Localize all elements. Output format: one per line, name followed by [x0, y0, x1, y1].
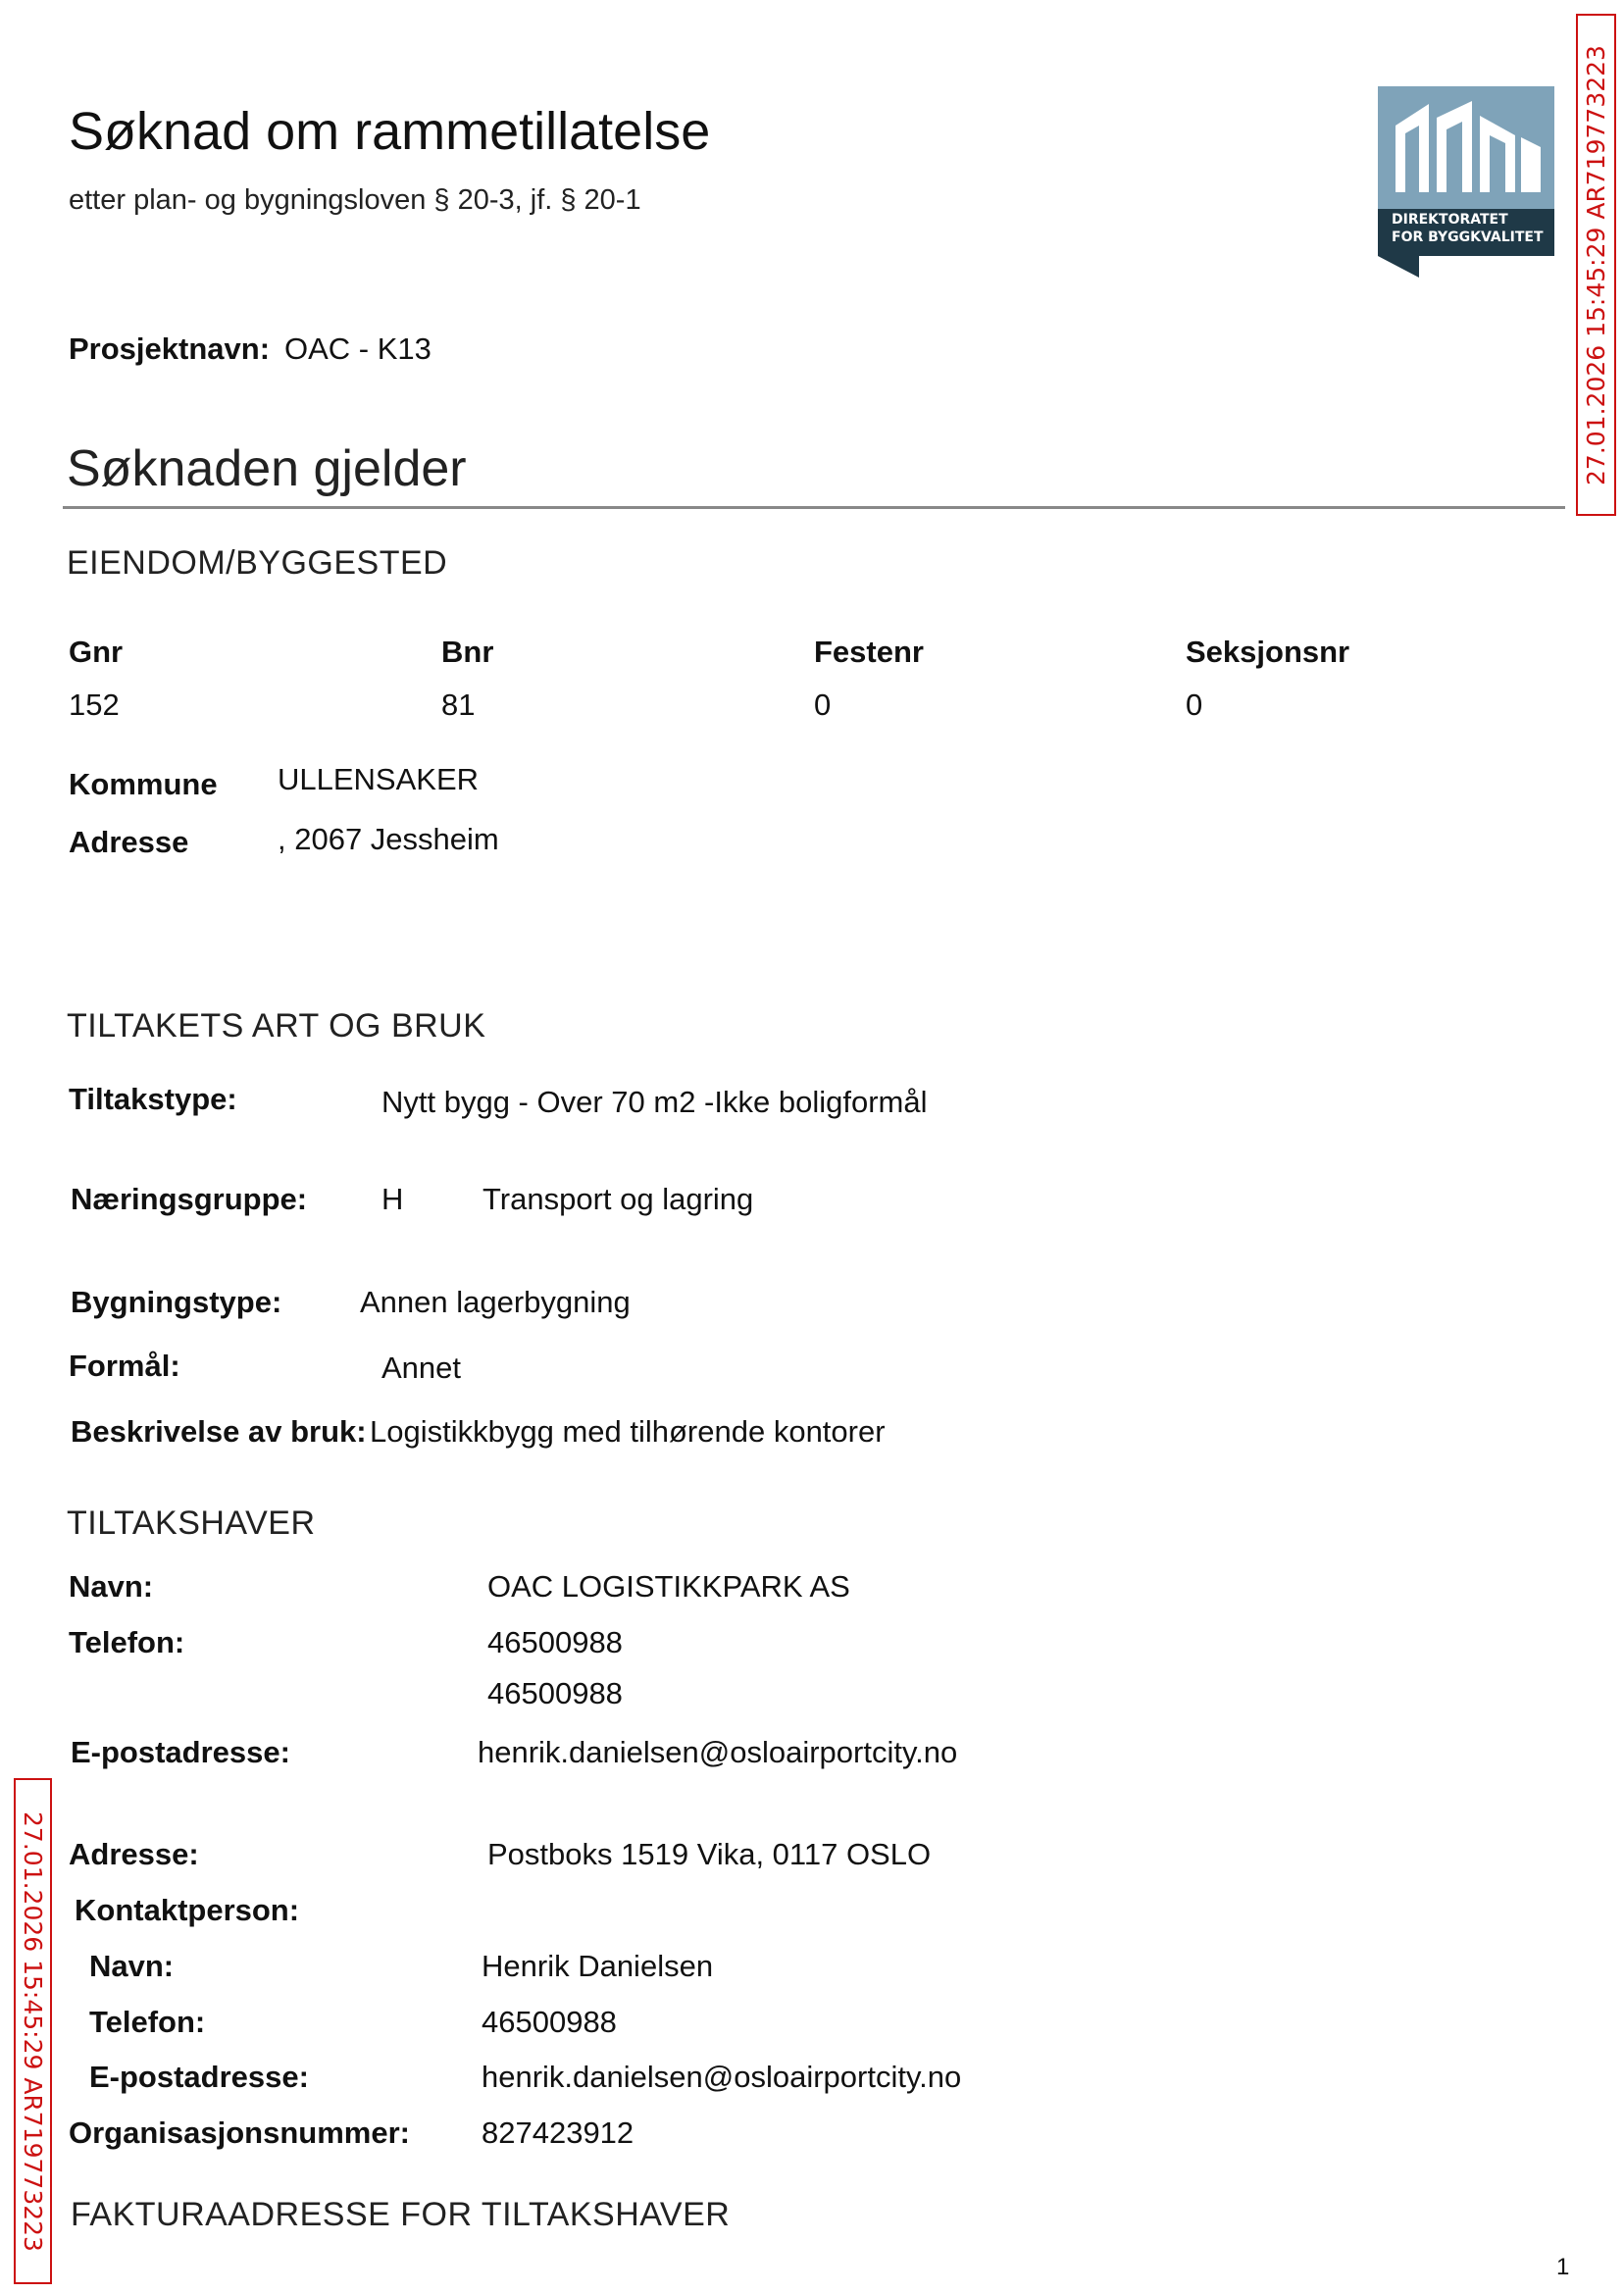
- beskrivelse-label: Beskrivelse av bruk:: [71, 1414, 367, 1449]
- kontakt-telefon-value: 46500988: [482, 2005, 617, 2039]
- tiltakshaver-adresse-value: Postboks 1519 Vika, 0117 OSLO: [487, 1837, 932, 1871]
- seksjonsnr-value: 0: [1186, 688, 1203, 722]
- festenr-value: 0: [814, 688, 832, 722]
- formal-value: Annet: [381, 1351, 462, 1385]
- document-subtitle: etter plan- og bygningsloven § 20-3, jf. § 20-1: [69, 184, 641, 216]
- project-name-value: OAC - K13: [284, 331, 431, 366]
- project-name-label: Prosjektnavn:: [69, 331, 271, 366]
- dibk-logo: [1378, 86, 1554, 278]
- kontakt-navn-value: Henrik Danielsen: [482, 1949, 714, 1983]
- faktura-heading: FAKTURAADRESSE FOR TILTAKSHAVER: [71, 2196, 731, 2233]
- naeringsgruppe-value: Transport og lagring: [482, 1182, 754, 1216]
- kontakt-epost-label: E-postadresse:: [89, 2060, 309, 2094]
- gnr-label: Gnr: [69, 635, 124, 669]
- beskrivelse-value: Logistikkbygg med tilhørende kontorer: [370, 1414, 886, 1449]
- bnr-label: Bnr: [441, 635, 494, 669]
- logo-text-line2: FOR BYGGKVALITET: [1392, 229, 1544, 245]
- date-stamp-top: [1576, 14, 1616, 516]
- naeringsgruppe-code: H: [381, 1182, 404, 1216]
- naeringsgruppe-label: Næringsgruppe:: [71, 1182, 308, 1216]
- kontakt-navn-label: Navn:: [89, 1949, 175, 1983]
- tiltakshaver-telefon-label: Telefon:: [69, 1625, 185, 1659]
- section-divider: [63, 506, 1565, 509]
- organisasjonsnummer-label: Organisasjonsnummer:: [69, 2116, 410, 2150]
- tiltakshaver-navn-value: OAC LOGISTIKKPARK AS: [487, 1569, 850, 1604]
- kommune-value: ULLENSAKER: [278, 762, 480, 796]
- festenr-label: Festenr: [814, 635, 924, 669]
- tiltakshaver-telefon-value-2: 46500988: [487, 1676, 623, 1710]
- tiltakshaver-telefon-value: 46500988: [487, 1625, 623, 1659]
- kommune-label: Kommune: [69, 767, 218, 801]
- kontaktperson-label: Kontaktperson:: [75, 1893, 300, 1927]
- kontakt-epost-value: henrik.danielsen@osloairportcity.no: [482, 2060, 962, 2094]
- bygningstype-value: Annen lagerbygning: [360, 1285, 631, 1319]
- document-title: Søknad om rammetillatelse: [69, 102, 711, 161]
- date-stamp-text: 27.01.2026 15:45:29 AR719773223: [19, 1810, 48, 2252]
- adresse-value: , 2067 Jessheim: [278, 822, 499, 856]
- tiltakshaver-adresse-label: Adresse:: [69, 1837, 199, 1871]
- date-stamp-text: 27.01.2026 15:45:29 AR719773223: [1582, 44, 1611, 485]
- gnr-value: 152: [69, 688, 120, 722]
- section-title: Søknaden gjelder: [67, 440, 467, 497]
- bygningstype-label: Bygningstype:: [71, 1285, 282, 1319]
- page-number: 1: [1556, 2254, 1570, 2280]
- tiltak-heading: TILTAKETS ART OG BRUK: [67, 1007, 486, 1045]
- formal-label: Formål:: [69, 1349, 180, 1383]
- logo-text-line1: DIREKTORATET: [1392, 212, 1508, 228]
- tiltakshaver-navn-label: Navn:: [69, 1569, 154, 1604]
- organisasjonsnummer-value: 827423912: [482, 2116, 634, 2150]
- tiltakshaver-epost-value: henrik.danielsen@osloairportcity.no: [478, 1735, 958, 1769]
- seksjonsnr-label: Seksjonsnr: [1186, 635, 1350, 669]
- tiltakshaver-epost-label: E-postadresse:: [71, 1735, 290, 1769]
- tiltakstype-label: Tiltakstype:: [69, 1082, 237, 1116]
- tiltakstype-value: Nytt bygg - Over 70 m2 -Ikke boligformål: [381, 1085, 928, 1119]
- tiltakshaver-heading: TILTAKSHAVER: [67, 1504, 316, 1542]
- property-heading: EIENDOM/BYGGESTED: [67, 544, 448, 582]
- bnr-value: 81: [441, 688, 476, 722]
- kontakt-telefon-label: Telefon:: [89, 2005, 206, 2039]
- adresse-label: Adresse: [69, 825, 189, 859]
- date-stamp-left: [14, 1778, 52, 2284]
